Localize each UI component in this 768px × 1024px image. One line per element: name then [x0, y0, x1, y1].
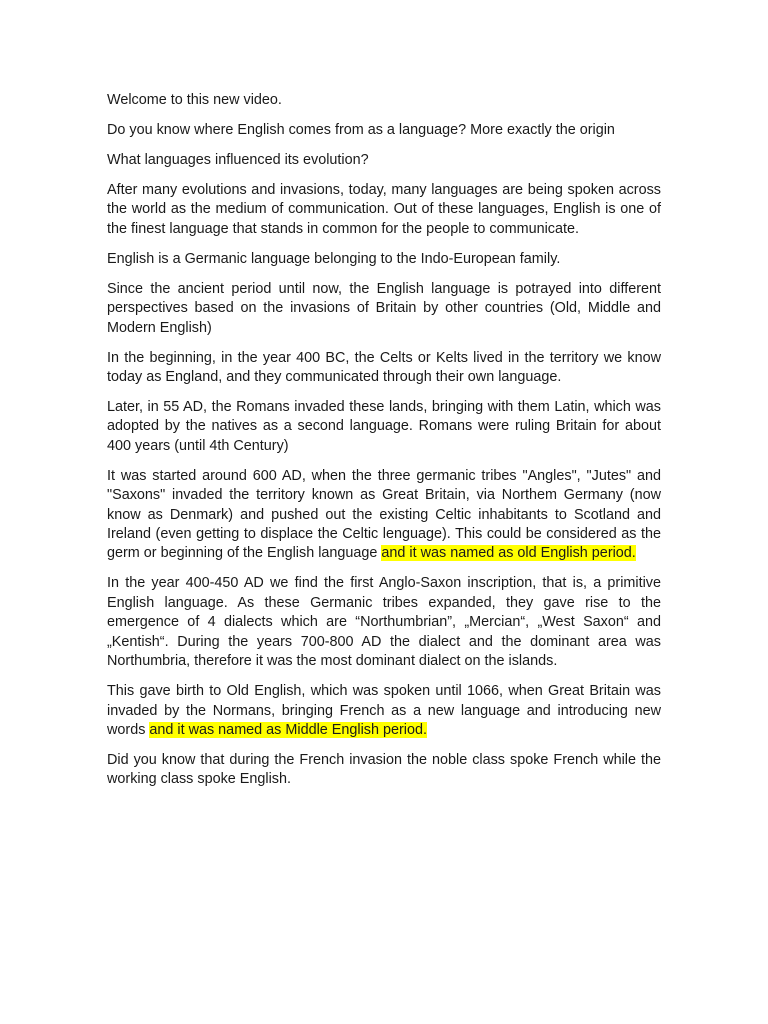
paragraph-french-invasion: Did you know that during the French invasion the noble class spoke French while the working class spoke English. — [107, 751, 661, 788]
paragraph-old-english — [107, 682, 661, 740]
paragraph-germanic: English is a Germanic language belonging to the Indo-European family. — [107, 250, 561, 267]
highlighted-text: and it was named as Middle English period. — [149, 721, 427, 738]
paragraph-celts: In the beginning, in the year 400 BC, the Celts or Kelts lived in the territory we know today as England, and they communicated through their own language. — [107, 349, 661, 386]
paragraph-evolutions: After many evolutions and invasions, today, many languages are being spoken across the world as the medium of communication. Out of these languages, English is one of the finest language that stands in common for the people to communicate. — [107, 182, 661, 237]
paragraph-greeting: Welcome to this new video. — [107, 92, 282, 108]
paragraph-text: This gave birth to Old English, which was spoken until 1066, when Great Britain was invaded by the Normans, bringing French as a new language and introducing new words — [107, 683, 661, 738]
paragraph-germanic-tribes — [107, 467, 661, 564]
paragraph-romans: Later, in 55 AD, the Romans invaded these lands, bringing with them Latin, which was adopted by the natives as a second language. Romans were ruling Britain for about 400 years (until 4th Century) — [107, 399, 661, 454]
document-page — [107, 91, 661, 800]
paragraph-text: It was started around 600 AD, when the three germanic tribes "Angles", "Jutes" and "Saxons" invaded the territory known as Great Britain, via Northem Germany (now know as Denmark) and pushed out the existing Celtic inhabitants to Scotland and Ireland (even getting to displace the Celtic lenguage). This could be considered as the germ or beginning of the English language — [107, 467, 661, 562]
highlighted-text: and it was named as old English period. — [381, 545, 636, 562]
paragraph-anglo-saxon: In the year 400-450 AD we find the first Anglo-Saxon inscription, that is, a primitive English language. As these Germanic tribes expanded, they gave rise to the emergence of 4 dialects which are “Northumbrian”, „Mercian“, „West Saxon“ and „Kentish“. During the years 700-800 AD the dialect and the dominant area was Northumbria, therefore it was the most dominant dialect on the islands. — [107, 575, 661, 670]
paragraph-ancient-period: Since the ancient period until now, the English language is potrayed into different perspectives based on the invasions of Britain by other countries (Old, Middle and Modern English) — [107, 280, 661, 336]
paragraph-question-origin: Do you know where English comes from as a language? More exactly the origin — [107, 122, 615, 138]
paragraph-question-influences: What languages influenced its evolution? — [107, 152, 369, 168]
